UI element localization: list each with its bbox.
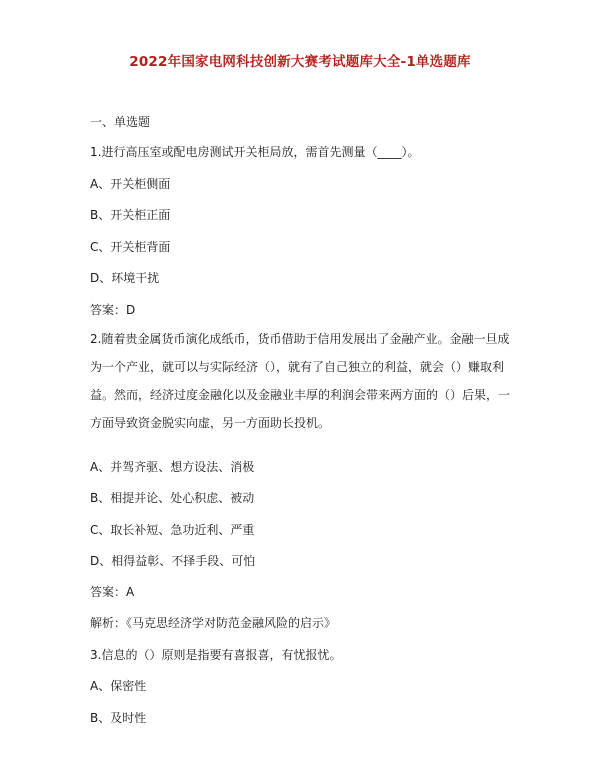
document-title: 2022年国家电网科技创新大赛考试题库大全-1单选题库 — [129, 54, 471, 70]
question-1-option-a: A、开关柜侧面 — [90, 177, 171, 191]
question-3-option-b: B、及时性 — [90, 711, 147, 725]
question-2-option-d: D、相得益彰、不择手段、可怕 — [90, 554, 256, 568]
question-2-option-c: C、取长补短、急功近利、严重 — [90, 523, 255, 537]
question-1-answer: 答案：D — [90, 303, 136, 317]
question-1-option-b: B、开关柜正面 — [90, 208, 171, 222]
question-1-option-c: C、开关柜背面 — [90, 240, 171, 254]
question-2-option-b: B、相提并论、处心积虑、被动 — [90, 491, 255, 505]
question-3-stem: 3.信息的（）原则是指要有喜报喜，有忧报忧。 — [90, 648, 342, 662]
section-heading: 一、单选题 — [90, 115, 151, 129]
question-1-option-d: D、环境干扰 — [90, 271, 160, 285]
question-2-option-a: A、并驾齐驱、想方设法、消极 — [90, 460, 255, 474]
question-1-stem: 1.进行高压室或配电房测试开关柜局放，需首先测量（____）。 — [90, 145, 420, 159]
question-2-answer: 答案：A — [90, 585, 135, 599]
question-2-stem: 2.随着贵金属货币演化成纸币，货币借助于信用发展出了金融产业。金融一旦成为一个产业，就可以与实际经济（），就有了自己独立的利益，就会（）赚取利益。然而，经济过度金融化以及金融业丰厚的利润会带来两方面的（）后果，一方面导致资金脱实向虚，另一方面助长投机。 — [90, 332, 511, 430]
question-2-analysis: 解析：《马克思经济学对防范金融风险的启示》 — [90, 616, 337, 630]
question-3-option-a: A、保密性 — [90, 679, 147, 693]
